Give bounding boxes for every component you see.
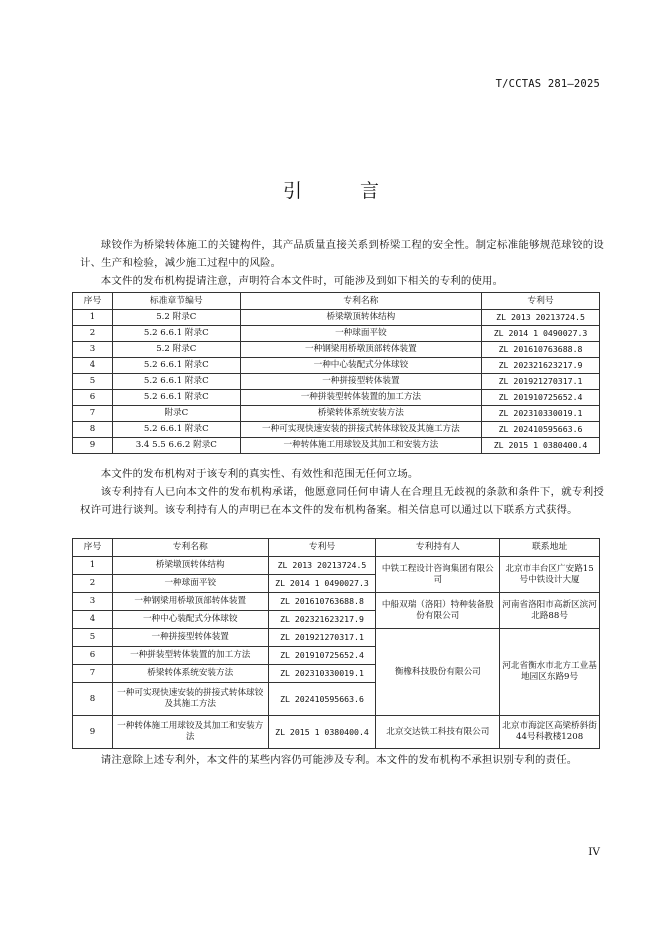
cell-patent-number: ZL 202321623217.9 (268, 611, 376, 629)
header-cell: 专利号 (268, 539, 376, 557)
cell-patent-number: ZL 202310330019.1 (482, 406, 600, 422)
cell-patent-name: 一种可实现快速安装的拼接式转体球铰及其施工方法 (240, 422, 481, 438)
cell-patent-name: 一种可实现快速安装的拼接式转体球铰及其施工方法 (112, 683, 268, 716)
table-header-row (73, 293, 600, 310)
cell-no: 9 (73, 438, 113, 454)
table-row (73, 629, 600, 647)
cell-patent-name: 一种拼接型转体装置 (112, 629, 268, 647)
header-cell: 专利名称 (240, 293, 481, 310)
header-cell: 序号 (73, 293, 113, 310)
page-title: 引 言 (282, 180, 406, 202)
cell-no: 1 (73, 310, 113, 326)
cell-no: 2 (73, 575, 113, 593)
cell-patent-number: ZL 2014 1 0490027.3 (268, 575, 376, 593)
cell-patent-name: 一种拼装型转体装置的加工方法 (240, 390, 481, 406)
intro-paragraph: 球铰作为桥梁转体施工的关键构件，其产品质量直接关系到桥梁工程的安全性。制定标准能够规范球铰的设计、生产和检验，减少施工过程中的风险。 (80, 239, 604, 269)
cell-patent-number: ZL 2013 20213724.5 (482, 310, 600, 326)
cell-patent-number: ZL 2015 1 0380400.4 (268, 716, 376, 749)
cell-section: 5.2 6.6.1 附录C (112, 358, 240, 374)
cell-holder: 中船双瑞（洛阳）特种装备股份有限公司 (376, 593, 500, 629)
cell-patent-name: 一种拼接型转体装置 (240, 374, 481, 390)
cell-section: 5.2 附录C (112, 310, 240, 326)
table-row (73, 406, 600, 422)
cell-patent-name: 一种中心装配式分体球铰 (240, 358, 481, 374)
table-row (73, 593, 600, 611)
cell-patent-number: ZL 202410595663.6 (268, 683, 376, 716)
patent-holder-table (72, 538, 600, 749)
table-row (73, 358, 600, 374)
table-header-row (73, 539, 600, 557)
cell-patent-name: 一种拼装型转体装置的加工方法 (112, 647, 268, 665)
cell-section: 5.2 附录C (112, 342, 240, 358)
header-cell: 专利持有人 (376, 539, 500, 557)
cell-no: 4 (73, 358, 113, 374)
cell-section: 5.2 6.6.1 附录C (112, 390, 240, 406)
cell-address: 北京市海淀区高梁桥斜街44号科教楼1208 (500, 716, 600, 749)
cell-patent-number: ZL 201910725652.4 (268, 647, 376, 665)
table-row (73, 342, 600, 358)
header-cell: 专利号 (482, 293, 600, 310)
patent-table (72, 292, 600, 454)
cell-patent-name: 一种钢梁用桥墩顶部转体装置 (112, 593, 268, 611)
cell-patent-name: 桥梁转体系统安装方法 (112, 665, 268, 683)
holder-commitment-paragraph: 该专利持有人已向本文件的发布机构承诺，他愿意同任何申请人在合理且无歧视的条款和条件下，就专利授权许可进行谈判。该专利持有人的声明已在本文件的发布机构备案。相关信息可以通过以下联系方式获得。 (80, 486, 604, 516)
cell-patent-number: ZL 2014 1 0490027.3 (482, 326, 600, 342)
cell-patent-name: 桥梁墩顶转体结构 (240, 310, 481, 326)
cell-no: 5 (73, 629, 113, 647)
cell-address: 北京市丰台区广安路15号中铁设计大厦 (500, 557, 600, 593)
cell-patent-name: 一种中心装配式分体球铰 (112, 611, 268, 629)
cell-patent-name: 一种转体施工用球铰及其加工和安装方法 (240, 438, 481, 454)
header-cell: 专利名称 (112, 539, 268, 557)
cell-holder: 衡橡科技股份有限公司 (376, 629, 500, 716)
cell-patent-name: 一种球面平铰 (112, 575, 268, 593)
cell-section: 5.2 6.6.1 附录C (112, 374, 240, 390)
cell-no: 8 (73, 683, 113, 716)
patent-notice-paragraph: 本文件的发布机构提请注意，声明符合本文件时，可能涉及到如下相关的专利的使用。 (100, 275, 504, 287)
cell-no: 2 (73, 326, 113, 342)
table-row (73, 374, 600, 390)
cell-patent-name: 一种转体施工用球铰及其加工和安装方法 (112, 716, 268, 749)
cell-no: 3 (73, 342, 113, 358)
cell-no: 7 (73, 406, 113, 422)
cell-no: 4 (73, 611, 113, 629)
cell-patent-number: ZL 202321623217.9 (482, 358, 600, 374)
cell-patent-number: ZL 2015 1 0380400.4 (482, 438, 600, 454)
cell-no: 5 (73, 374, 113, 390)
cell-patent-name: 桥梁转体系统安装方法 (240, 406, 481, 422)
header-cell: 序号 (73, 539, 113, 557)
cell-no: 8 (73, 422, 113, 438)
cell-address: 河北省衡水市北方工业基地园区东路9号 (500, 629, 600, 716)
cell-patent-number: ZL 201921270317.1 (482, 374, 600, 390)
table-row (73, 422, 600, 438)
cell-no: 3 (73, 593, 113, 611)
table-row (73, 438, 600, 454)
cell-patent-number: ZL 201921270317.1 (268, 629, 376, 647)
table-row (73, 557, 600, 575)
cell-no: 6 (73, 390, 113, 406)
cell-no: 6 (73, 647, 113, 665)
cell-patent-number: ZL 2013 20213724.5 (268, 557, 376, 575)
cell-section: 5.2 6.6.1 附录C (112, 422, 240, 438)
cell-patent-number: ZL 202410595663.6 (482, 422, 600, 438)
cell-section: 3.4 5.5 6.6.2 附录C (112, 438, 240, 454)
cell-no: 1 (73, 557, 113, 575)
cell-no: 7 (73, 665, 113, 683)
cell-no: 9 (73, 716, 113, 749)
header-cell: 标准章节编号 (112, 293, 240, 310)
cell-address: 河南省洛阳市高新区滨河北路88号 (500, 593, 600, 629)
cell-patent-number: ZL 201910725652.4 (482, 390, 600, 406)
table-row (73, 716, 600, 749)
cell-patent-number: ZL 201610763688.8 (268, 593, 376, 611)
cell-patent-name: 一种钢梁用桥墩顶部转体装置 (240, 342, 481, 358)
header-cell: 联系地址 (500, 539, 600, 557)
table-row (73, 390, 600, 406)
cell-holder: 北京交达铁工科技有限公司 (376, 716, 500, 749)
cell-section: 附录C (112, 406, 240, 422)
table-row (73, 310, 600, 326)
standard-code: T/CCTAS 281—2025 (495, 78, 600, 90)
cell-patent-name: 一种球面平铰 (240, 326, 481, 342)
position-paragraph: 本文件的发布机构对于该专利的真实性、有效性和范围无任何立场。 (100, 468, 419, 480)
table-row (73, 326, 600, 342)
cell-patent-number: ZL 201610763688.8 (482, 342, 600, 358)
cell-patent-name: 桥梁墩顶转体结构 (112, 557, 268, 575)
cell-patent-number: ZL 202310330019.1 (268, 665, 376, 683)
closing-paragraph: 请注意除上述专利外，本文件的某些内容仍可能涉及专利。本文件的发布机构不承担识别专利的责任。 (100, 754, 578, 766)
cell-holder: 中铁工程设计咨询集团有限公司 (376, 557, 500, 593)
cell-section: 5.2 6.6.1 附录C (112, 326, 240, 342)
page-number: IV (588, 846, 600, 858)
